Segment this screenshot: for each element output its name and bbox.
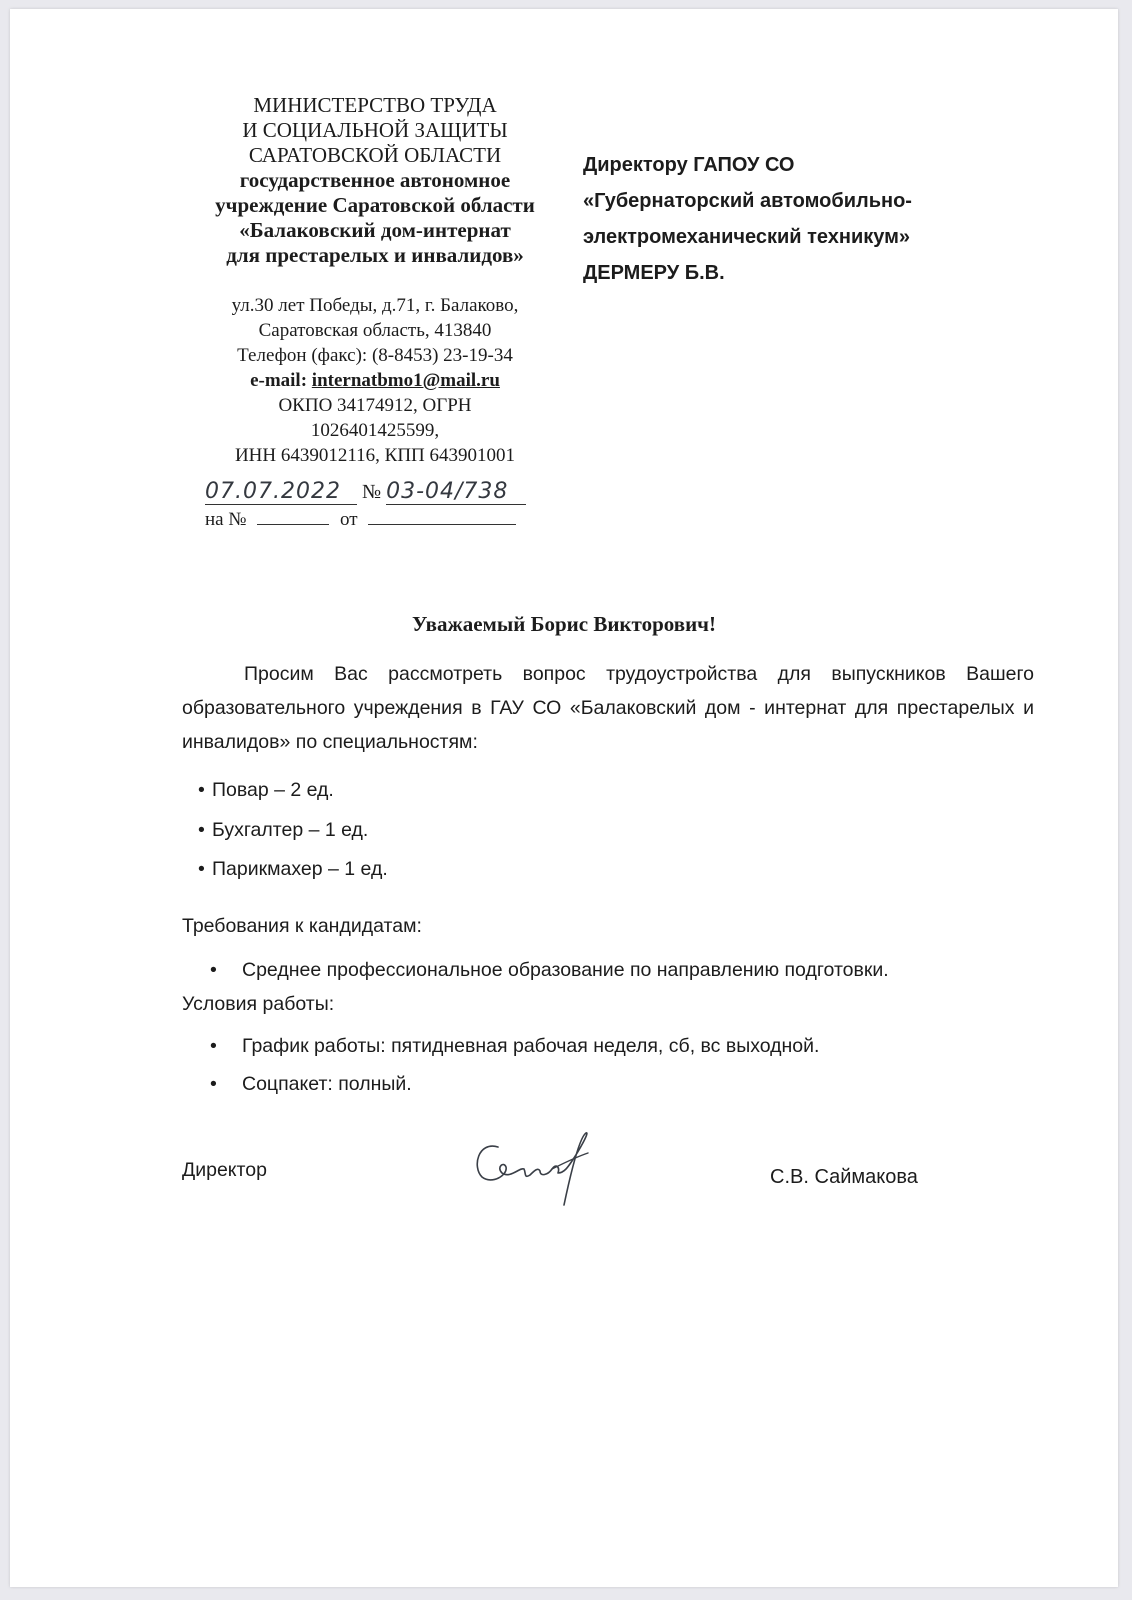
email-line bbox=[185, 368, 565, 393]
institution-line-4: для престарелых и инвалидов» bbox=[226, 243, 524, 267]
list-item bbox=[210, 959, 889, 997]
bullet-dot-icon: • bbox=[198, 779, 205, 801]
list-item bbox=[198, 858, 388, 898]
specialties-list bbox=[198, 779, 388, 898]
recipient-line-4: ДЕРМЕРУ Б.В. bbox=[583, 262, 725, 284]
institution-line-3: «Балаковский дом-интернат bbox=[239, 218, 511, 242]
specialty-text: Повар – 2 ед. bbox=[212, 779, 334, 801]
recipient-block bbox=[583, 147, 912, 291]
letter-body: Просим Вас рассмотреть вопрос трудоустройства для выпускников Вашего образовательного учреждения в ГАУ СО «Балаковский дом - интернат для престарелых и инвалидов» по специальностям: bbox=[182, 663, 1034, 753]
registration-date-field bbox=[205, 479, 357, 505]
email-link[interactable]: internatbmo1@mail.ru bbox=[311, 370, 500, 391]
ministry-line-3: САРАТОВСКОЙ ОБЛАСТИ bbox=[248, 143, 502, 167]
requirements-list bbox=[210, 959, 889, 997]
bullet-dot-icon: • bbox=[210, 1035, 217, 1057]
email-label: e-mail: bbox=[250, 370, 308, 391]
greeting: Уважаемый Борис Викторович! bbox=[411, 612, 717, 636]
requirements-heading: Требования к кандидатам: bbox=[182, 915, 422, 937]
handwritten-signature bbox=[468, 1127, 608, 1207]
reply-reference-line bbox=[205, 509, 516, 531]
institution-line-1: государственное автономное bbox=[239, 168, 511, 192]
ministry-line-2: И СОЦИАЛЬНОЙ ЗАЩИТЫ bbox=[242, 118, 508, 142]
signatory-title: Директор bbox=[182, 1159, 267, 1181]
recipient-line-2: «Губернаторский автомобильно- bbox=[583, 190, 912, 212]
reply-from-label: от bbox=[339, 509, 358, 530]
bullet-dot-icon: • bbox=[210, 1073, 217, 1095]
registration-date: 07.07.2022 bbox=[205, 479, 341, 504]
reply-number-blank bbox=[257, 524, 329, 525]
conditions-heading: Условия работы: bbox=[182, 993, 335, 1015]
conditions-list bbox=[210, 1035, 819, 1111]
bullet-dot-icon: • bbox=[198, 818, 205, 841]
registration-number: 03-04/738 bbox=[386, 479, 509, 504]
okpo-ogrn-line: ОКПО 34174912, ОГРН bbox=[278, 395, 472, 416]
phone-line: Телефон (факс): (8-8453) 23-19-34 bbox=[237, 345, 513, 366]
recipient-line-3: электромеханический техникум» bbox=[583, 226, 911, 248]
reply-number-label: на № bbox=[205, 509, 247, 530]
inn-kpp-line: ИНН 6439012116, КПП 643901001 bbox=[234, 445, 516, 466]
registration-line bbox=[205, 479, 526, 505]
specialty-text: Парикмахер – 1 ед. bbox=[212, 858, 388, 880]
list-item bbox=[210, 1073, 819, 1111]
letter-sheet bbox=[10, 9, 1118, 1587]
ministry-line-1: МИНИСТЕРСТВО ТРУДА bbox=[253, 93, 497, 117]
reply-date-blank bbox=[368, 524, 516, 525]
registration-number-field bbox=[386, 479, 526, 505]
number-sign: № bbox=[362, 481, 382, 503]
address-line-2: Саратовская область, 413840 bbox=[258, 320, 492, 341]
sender-header bbox=[185, 93, 565, 268]
bullet-dot-icon: • bbox=[198, 858, 205, 880]
sender-contacts bbox=[185, 293, 565, 468]
institution-line-2: учреждение Саратовской области bbox=[215, 193, 535, 217]
condition-text: Соцпакет: полный. bbox=[242, 1073, 412, 1095]
list-item bbox=[198, 819, 388, 859]
recipient-line-1: Директору ГАПОУ СО bbox=[583, 154, 795, 176]
list-item bbox=[210, 1035, 819, 1073]
ogrn-number-line: 1026401425599, bbox=[310, 420, 440, 441]
signatory-name: С.В. Саймакова bbox=[770, 1166, 918, 1188]
list-item bbox=[198, 779, 388, 819]
specialty-text: Бухгалтер – 1 ед. bbox=[212, 818, 369, 841]
address-line-1: ул.30 лет Победы, д.71, г. Балаково, bbox=[231, 295, 519, 316]
condition-text: График работы: пятидневная рабочая неделя, сб, вс выходной. bbox=[242, 1035, 820, 1057]
requirement-text: Среднее профессиональное образование по направлению подготовки. bbox=[242, 959, 889, 981]
bullet-dot-icon: • bbox=[210, 959, 217, 981]
